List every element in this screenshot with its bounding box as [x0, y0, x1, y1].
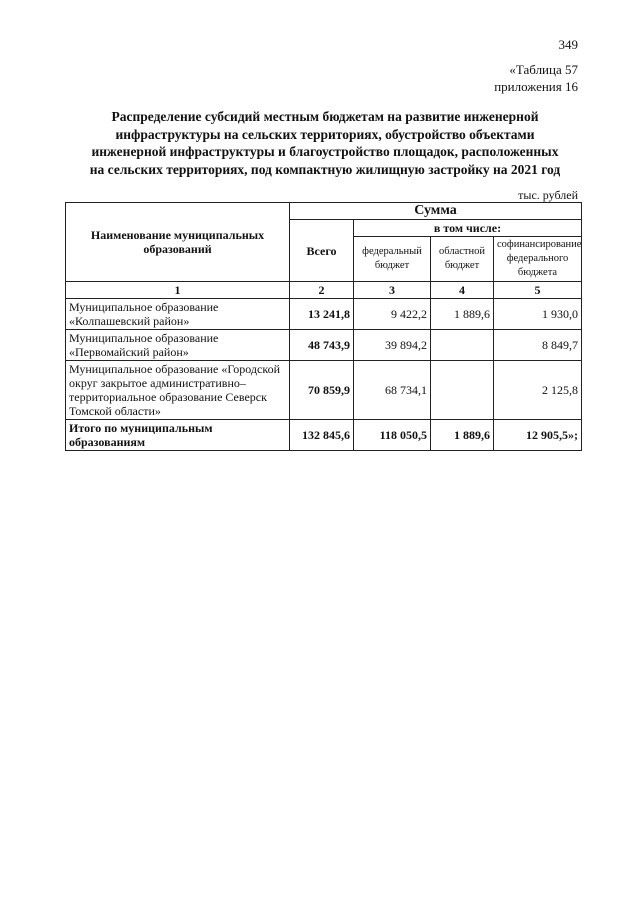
row-name: Муниципальное образование «Колпашевский район»	[66, 299, 290, 330]
row-cofinancing: 2 125,8	[494, 361, 582, 420]
title-line-3: инженерной инфраструктуры и благоустройство площадок, расположенных	[91, 144, 559, 159]
title-line-2: инфраструктуры на сельских территориях, обустройство объектами	[115, 126, 535, 142]
total-row-name: Итого по муниципальным образованиям	[66, 420, 290, 451]
document-title	[70, 108, 580, 178]
subsidies-table	[65, 202, 582, 451]
title-line-4: на сельских территориях, под компактную жилищную застройку на 2021 год	[89, 161, 561, 177]
column-number: 1	[66, 282, 290, 299]
column-numbers-row	[66, 282, 582, 299]
header-total: Всего	[290, 220, 354, 282]
column-number: 4	[431, 282, 494, 299]
header-regional: областной бюджет	[431, 237, 494, 282]
row-regional	[431, 361, 494, 420]
table-row	[66, 361, 582, 420]
total-row	[66, 420, 582, 451]
total-row-cofinancing: 12 905,5»;	[494, 420, 582, 451]
row-cofinancing: 8 849,7	[494, 330, 582, 361]
row-regional: 1 889,6	[431, 299, 494, 330]
table-reference-line-1: «Таблица 57	[509, 62, 578, 77]
row-total: 70 859,9	[290, 361, 354, 420]
header-cofinancing: софинансирование федерального бюджета	[494, 237, 582, 282]
row-cofinancing: 1 930,0	[494, 299, 582, 330]
header-federal: федеральный бюджет	[354, 237, 431, 282]
total-row-total: 132 845,6	[290, 420, 354, 451]
row-name: Муниципальное образование «Городской округ закрытое административно–территориальное образование Северск Томской области»	[66, 361, 290, 420]
row-name: Муниципальное образование «Первомайский район»	[66, 330, 290, 361]
table-row	[66, 330, 582, 361]
column-number: 2	[290, 282, 354, 299]
row-total: 48 743,9	[290, 330, 354, 361]
page-number: 349	[558, 37, 578, 52]
column-number: 3	[354, 282, 431, 299]
table-reference	[494, 61, 578, 95]
row-total: 13 241,8	[290, 299, 354, 330]
header-name: Наименование муниципальных образований	[66, 203, 290, 282]
table-reference-line-2: приложения 16	[494, 79, 578, 94]
header-including: в том числе:	[354, 220, 582, 237]
column-number: 5	[494, 282, 582, 299]
table-row	[66, 299, 582, 330]
header-sum: Сумма	[290, 203, 582, 220]
units-label: тыс. рублей	[518, 188, 578, 202]
total-row-federal: 118 050,5	[354, 420, 431, 451]
row-regional	[431, 330, 494, 361]
row-federal: 68 734,1	[354, 361, 431, 420]
total-row-regional: 1 889,6	[431, 420, 494, 451]
row-federal: 9 422,2	[354, 299, 431, 330]
title-line-1: Распределение субсидий местным бюджетам на развитие инженерной	[111, 109, 539, 124]
row-federal: 39 894,2	[354, 330, 431, 361]
